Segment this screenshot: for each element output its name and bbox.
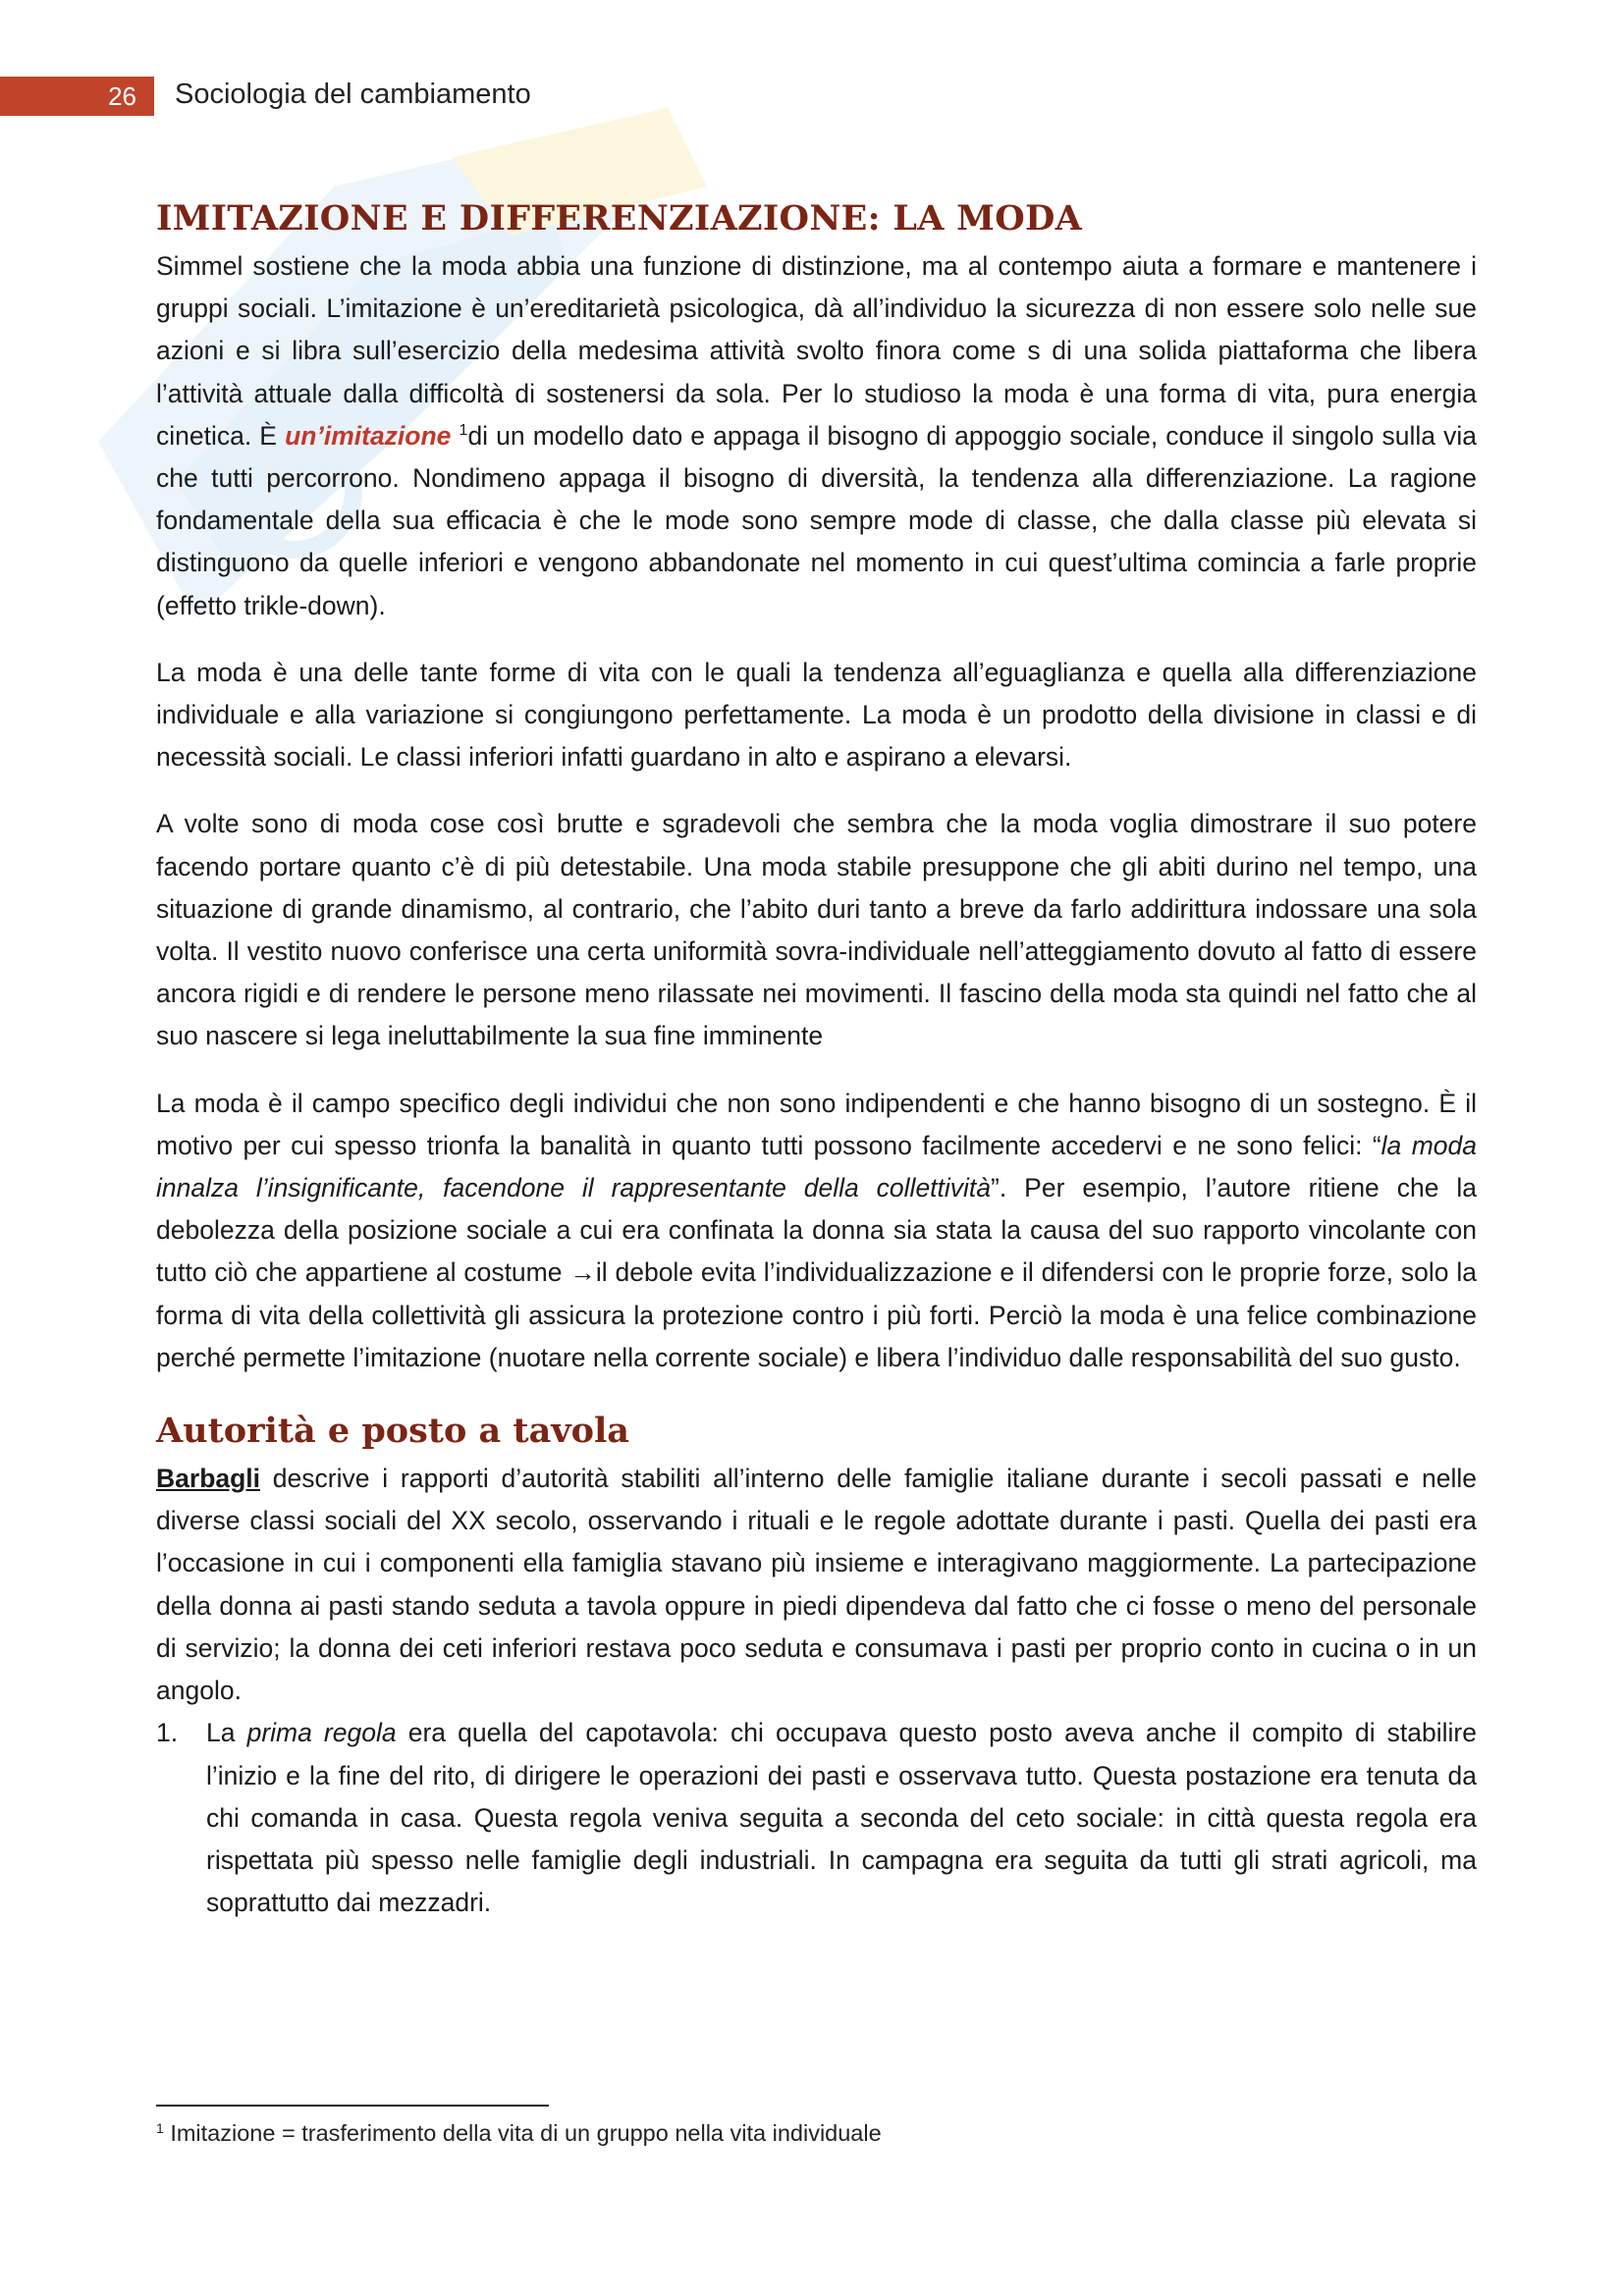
footnote-divider bbox=[156, 2105, 549, 2107]
footnote bbox=[156, 2120, 882, 2147]
footnote-ref: 1 bbox=[459, 421, 468, 439]
footnote-text: Imitazione = trasferimento della vita di un gruppo nella vita individuale bbox=[163, 2120, 882, 2146]
section-heading-moda: IMITAZIONE E DIFFERENZIAZIONE: LA MODA bbox=[156, 198, 1083, 239]
emphasis-imitazione: un’imitazione bbox=[285, 420, 452, 451]
page-content bbox=[156, 192, 1477, 1924]
footnote-marker: 1 bbox=[156, 2120, 164, 2136]
section-heading-tavola: Autorità e posto a tavola bbox=[156, 1411, 629, 1452]
author-name: Barbagli bbox=[156, 1464, 261, 1494]
paragraph-3: A volte sono di moda cose così brutte e sgradevoli che sembra che la moda voglia dimostrare il suo potere facendo portare quanto c’è di più detestabile. Una moda stabile presuppone che gli abiti durino nel tempo, una situazione di grande dinamismo, al contrario, che l’abito duri tanto a breve da farlo addirittura indossare una sola volta. Il vestito nuovo conferisce una certa uniformità sovra-individuale nell’atteggiamento dovuto al fatto di essere ancora rigidi e di rendere le persone meno rilassate nei movimenti. Il fascino della moda sta quindi nel fatto che al suo nascere si lega ineluttabilmente la sua fine imminente bbox=[156, 809, 1477, 1051]
page-number: 26 bbox=[108, 80, 136, 111]
paragraph-2: La moda è una delle tante forme di vita con le quali la tendenza all’eguaglianza e quella alla differenziazione individuale e alla variazione si congiungono perfettamente. La moda è un prodotto della divisione in classi e di necessità sociali. Le classi inferiori infatti guardano in alto e aspirano a elevarsi. bbox=[156, 657, 1477, 773]
paragraph-4: La moda è il campo specifico degli individui che non sono indipendenti e che hanno bisogno di un sostegno. È il motivo per cui spesso trionfa la banalità in quanto tutti possono facilmente accedervi e ne sono felici: “la moda innalza l’insignificante, facendone il rappresentante della collettività”. Per esempio, l’autore ritiene che la debolezza della posizione sociale a cui era confinata la donna sia stata la causa del suo rapporto vincolante con tutto ciò che appartiene al costume →il debole evita l’individualizzazione e il difendersi con le proprie forze, solo la forma di vita della collettività gli assicura la protezione contro i più forti. Perciò la moda è una felice combinazione perché permette l’imitazione (nuotare nella corrente sociale) e libera l’individuo dalle responsabilità del suo gusto. bbox=[156, 1088, 1477, 1372]
arrow-icon: → bbox=[569, 1257, 596, 1288]
running-title: Sociologia del cambiamento bbox=[175, 79, 531, 110]
rules-list bbox=[156, 1712, 1477, 1924]
list-item: 1. La prima regola era quella del capotavola: chi occupava questo posto aveva anche il compito di stabilire l’inizio e la fine del rito, di dirigere le operazioni dei pasti e osservava tutto. Questa postazione era tenuta da chi comanda in casa. Questa regola veniva seguita a seconda del ceto sociale: in città questa regola era rispettata più spesso nelle famiglie degli industriali. In campagna era seguita da tutti gli strati agricoli, ma soprattutto dai mezzadri. bbox=[156, 1712, 1477, 1924]
list-number: 1. bbox=[156, 1718, 179, 1748]
paragraph-1: Simmel sostiene che la moda abbia una funzione di distinzione, ma al contempo aiuta a formare e mantenere i gruppi sociali. L’imitazione è un’ereditarietà psicologica, dà all’individuo la sicurezza di non essere solo nelle sue azioni e si libra sull’esercizio della medesima attività svolto finora come s di una solida piattaforma che libera l’attività attuale dalla difficoltà di sostenersi da sola. Per lo studioso la moda è una forma di vita, pura energia cinetica. È un’imitazione $^1$di un modello dato e appaga il bisogno di appoggio sociale, conduce il singolo sulla via che tutti percorrono. Nondimeno appaga il bisogno di diversità, la tendenza alla differenziazione. La ragione fondamentale della sua efficacia è che le mode sono sempre mode di classe, che dalla classe più elevata si distinguono da quelle inferiori e vengono abbandonate nel momento in cui quest’ultima comincia a farle proprie (effetto trikle-down). bbox=[156, 251, 1477, 620]
emphasis-prima-regola: prima regola bbox=[246, 1718, 397, 1748]
page-number-tab bbox=[0, 77, 154, 116]
quote-italic: la moda innalza l’insignificante, facendone il rappresentante della collettività bbox=[156, 1130, 1477, 1203]
paragraph-barbagli: Barbagli descrive i rapporti d’autorità stabiliti all’interno delle famiglie italiane durante i secoli passati e nelle diverse classi sociali del XX secolo, osservando i rituali e le regole adottate durante i pasti. Quella dei pasti era l’occasione in cui i componenti ella famiglia stavano più insieme e interagivano maggiormente. La partecipazione della donna ai pasti stando seduta a tavola oppure in piedi dipendeva dal fatto che ci fosse o meno del personale di servizio; la donna dei ceti inferiori restava poco seduta e consumava i pasti per proprio conto in cucina o in un angolo. bbox=[156, 1464, 1477, 1706]
